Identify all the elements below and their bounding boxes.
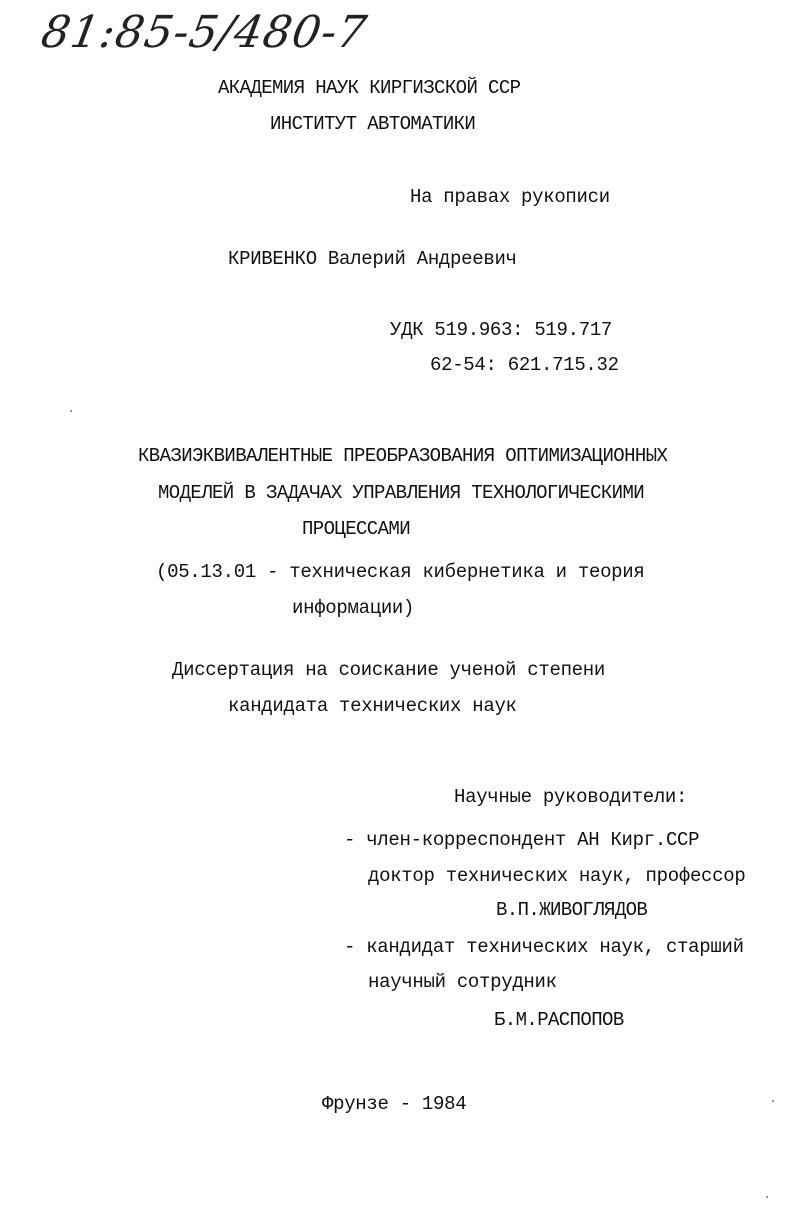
supervisor-2-title-line-1: - кандидат технических наук, старший <box>344 936 744 958</box>
supervisors-heading: Научные руководители: <box>454 786 688 808</box>
supervisor-1-title-line-1: - член-корреспондент АН Кирг.ССР <box>344 829 700 851</box>
degree-statement-line-1: Диссертация на соискание ученой степени <box>172 659 605 681</box>
supervisor-2-title-line-2: научный сотрудник <box>368 971 557 993</box>
supervisor-1-title-line-2: доктор технических наук, профессор <box>368 865 746 887</box>
supervisor-1-name: В.П.ЖИВОГЛЯДОВ <box>496 899 648 921</box>
scan-speck <box>766 1196 768 1198</box>
dissertation-title-line-2: МОДЕЛЕЙ В ЗАДАЧАХ УПРАВЛЕНИЯ ТЕХНОЛОГИЧЕСКИМИ <box>158 482 645 504</box>
institute-name: ИНСТИТУТ АВТОМАТИКИ <box>270 113 476 135</box>
supervisor-2-name: Б.М.РАСПОПОВ <box>494 1009 624 1031</box>
udc-code-line-1: УДК 519.963: 519.717 <box>390 319 613 341</box>
author-name: КРИВЕНКО Валерий Андреевич <box>228 248 517 270</box>
manuscript-rights-note: На правах рукописи <box>410 186 610 208</box>
place-and-year: Фрунзе - 1984 <box>322 1093 467 1115</box>
specialty-code-line-2: информации) <box>292 597 415 619</box>
academy-name: АКАДЕМИЯ НАУК КИРГИЗСКОЙ ССР <box>218 77 521 99</box>
scan-speck <box>772 1100 774 1102</box>
degree-statement-line-2: кандидата технических наук <box>228 695 517 717</box>
handwritten-shelfmark: 81:85-5/480-7 <box>37 7 371 58</box>
dissertation-title-line-3: ПРОЦЕССАМИ <box>302 518 411 540</box>
specialty-code-line-1: (05.13.01 - техническая кибернетика и теория <box>156 561 645 583</box>
udc-code-line-2: 62-54: 621.715.32 <box>430 354 619 376</box>
dissertation-title-line-1: КВАЗИЭКВИВАЛЕНТНЫЕ ПРЕОБРАЗОВАНИЯ ОПТИМИЗАЦИОННЫХ <box>138 445 668 467</box>
scan-speck <box>70 410 72 412</box>
